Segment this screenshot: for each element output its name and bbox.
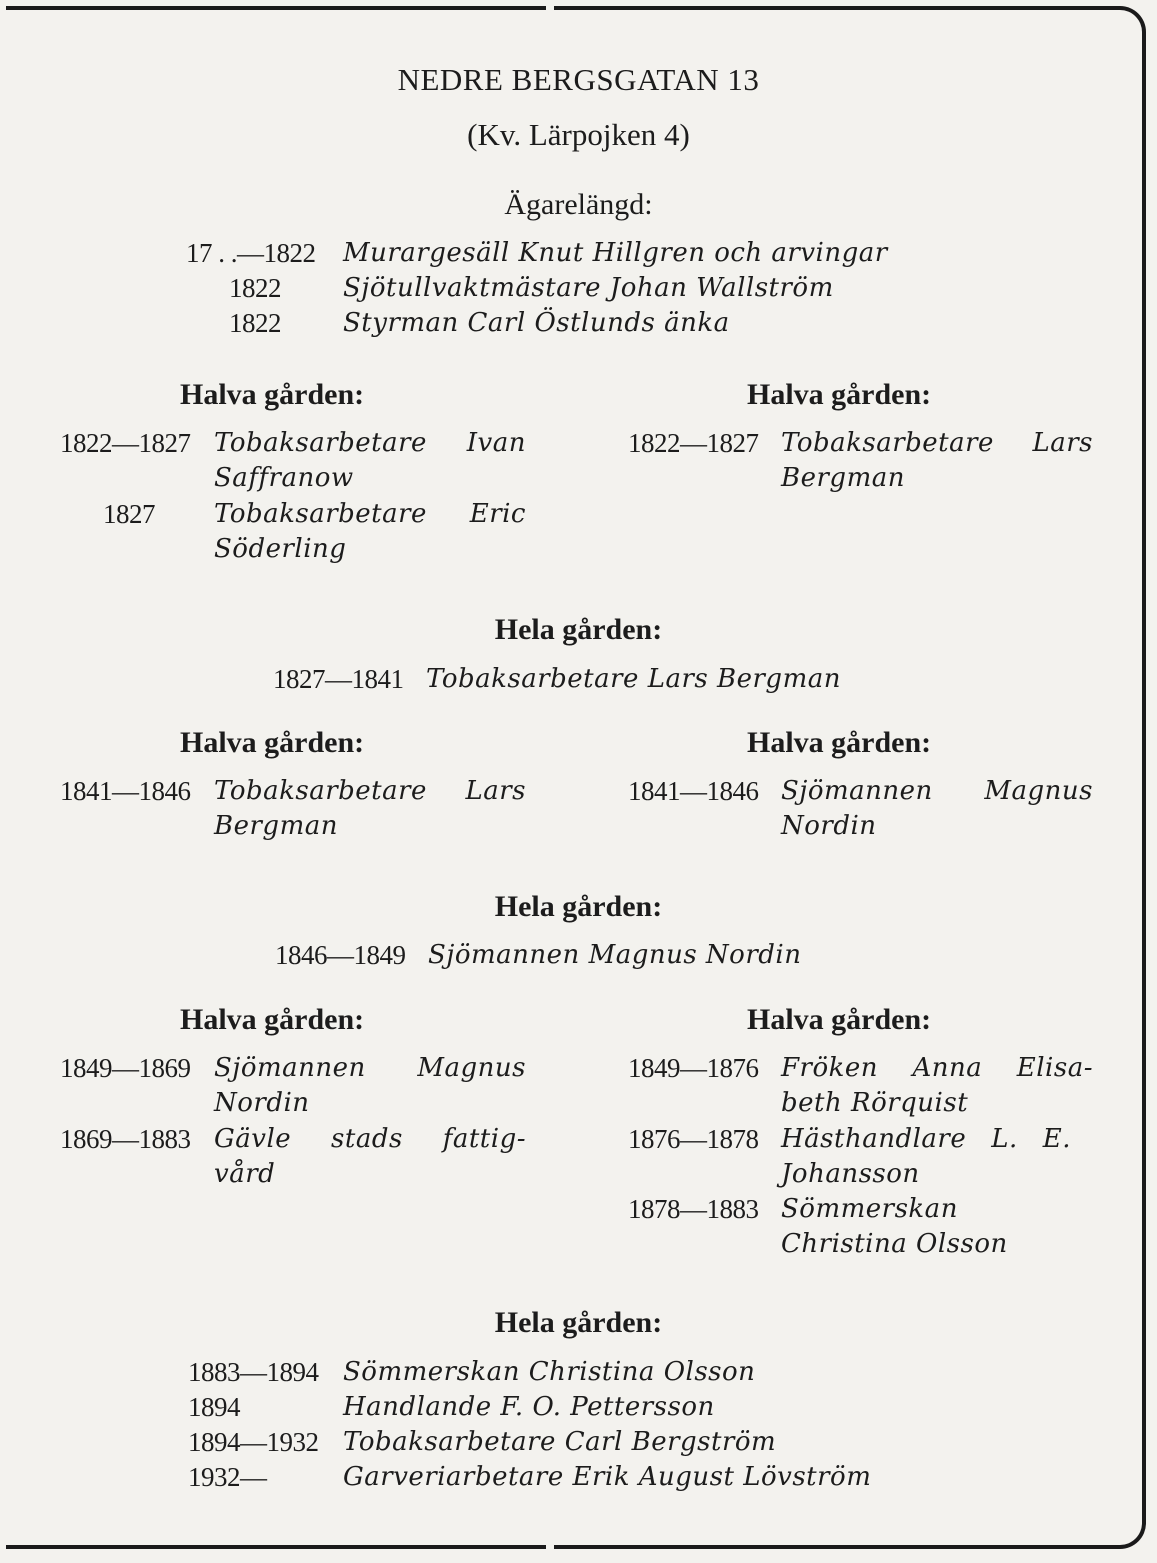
entry-name: Sjömannen Magnus Nordin	[428, 940, 802, 970]
half-heading-right: Halva gården:	[747, 726, 932, 759]
entry-name: beth Rörquist	[781, 1088, 969, 1118]
entry-name: Sömmerskan	[781, 1194, 958, 1224]
entry-name: Gävle stads fattig-	[214, 1124, 526, 1154]
entry-years: 1932—	[188, 1462, 267, 1492]
owner-name: Sjötullvaktmästare Johan Wallström	[343, 273, 834, 303]
entry-name: Tobaksarbetare Lars	[214, 776, 526, 806]
entry-name: Fröken Anna Elisa-	[781, 1053, 1093, 1083]
entry-name: Saffranow	[214, 463, 354, 493]
owner-years: 1822	[229, 308, 281, 338]
entry-name: Tobaksarbetare Lars	[781, 428, 1093, 458]
entry-name: Nordin	[781, 811, 877, 841]
entry-name: vård	[214, 1159, 276, 1189]
owner-years: 17 . .—1822	[186, 238, 316, 268]
entry-name: Nordin	[214, 1088, 310, 1118]
entry-years: 1883—1894	[188, 1357, 319, 1387]
entry-name: Söderling	[214, 534, 347, 564]
entry-name: Tobaksarbetare Eric	[214, 499, 526, 529]
entry-name: Tobaksarbetare Ivan	[214, 428, 526, 458]
owner-years: 1822	[229, 273, 281, 303]
owners-label: Ägarelängd:	[504, 188, 653, 221]
entry-name: Johansson	[781, 1159, 920, 1189]
page-subtitle: (Kv. Lärpojken 4)	[467, 117, 690, 152]
entry-name: Bergman	[214, 811, 338, 841]
entry-name: Garveriarbetare Erik August Lövström	[343, 1462, 872, 1492]
half-heading-right: Halva gården:	[747, 1003, 932, 1036]
entry-name: Bergman	[781, 463, 905, 493]
page-title: NEDRE BERGSGATAN 13	[397, 62, 760, 97]
owner-name: Styrman Carl Östlunds änka	[343, 308, 730, 338]
entry-years: 1876—1878	[628, 1124, 759, 1154]
owner-name: Murargesäll Knut Hillgren och arvingar	[343, 238, 888, 268]
entry-years: 1822—1827	[628, 428, 759, 458]
entry-years: 1827—1841	[273, 664, 404, 694]
entry-years: 1869—1883	[60, 1124, 191, 1154]
half-heading-right: Halva gården:	[747, 378, 932, 411]
entry-name: Sömmerskan Christina Olsson	[343, 1357, 756, 1387]
entry-years: 1894—1932	[188, 1427, 319, 1457]
entry-name: Sjömannen Magnus	[214, 1053, 526, 1083]
entry-name: Tobaksarbetare Carl Bergström	[343, 1427, 777, 1457]
entry-years: 1846—1849	[275, 940, 406, 970]
entry-name: Handlande F. O. Pettersson	[343, 1392, 715, 1422]
half-heading-left: Halva gården:	[180, 1003, 365, 1036]
entry-name: Hästhandlare L. E.	[781, 1124, 1071, 1154]
entry-years: 1827	[103, 499, 155, 529]
entry-years: 1822—1827	[60, 428, 191, 458]
entry-years: 1841—1846	[60, 776, 191, 806]
whole-heading: Hela gården:	[494, 613, 663, 646]
entry-years: 1849—1869	[60, 1053, 191, 1083]
whole-heading: Hela gården:	[494, 890, 663, 923]
entry-years: 1841—1846	[628, 776, 759, 806]
half-heading-left: Halva gården:	[180, 378, 365, 411]
whole-heading: Hela gården:	[494, 1306, 663, 1339]
entry-name: Tobaksarbetare Lars Bergman	[426, 664, 841, 694]
entry-years: 1894	[188, 1392, 240, 1422]
entry-years: 1878—1883	[628, 1194, 759, 1224]
entry-name: Sjömannen Magnus	[781, 776, 1093, 806]
entry-years: 1849—1876	[628, 1053, 759, 1083]
half-heading-left: Halva gården:	[180, 726, 365, 759]
entry-name: Christina Olsson	[781, 1229, 1008, 1259]
